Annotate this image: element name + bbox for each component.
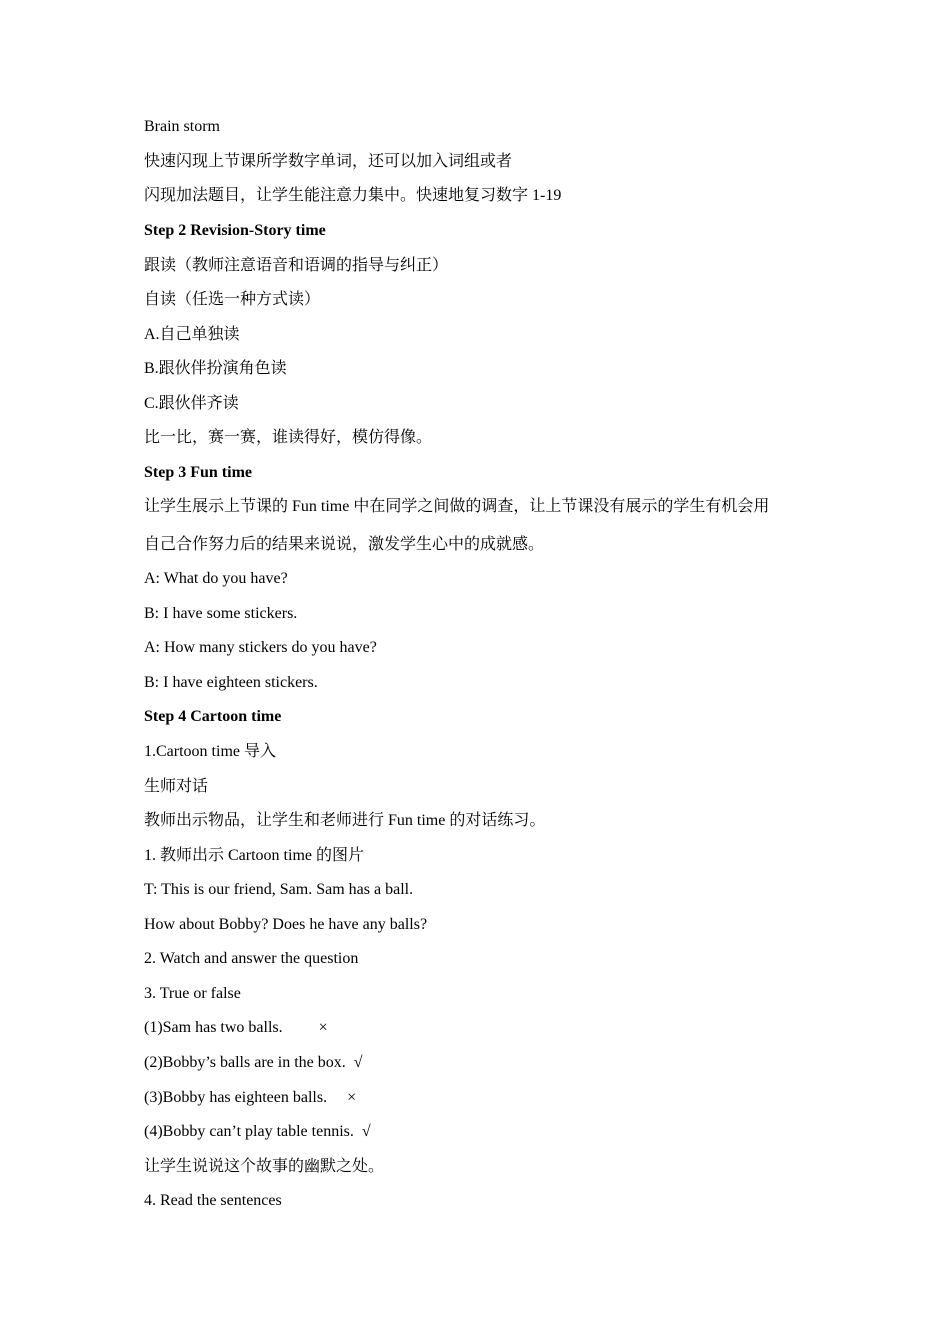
text-line: 自读（任选一种方式读） xyxy=(144,291,321,308)
text-line: 自己合作努力后的结果来说说，激发学生心中的成就感。 xyxy=(144,536,545,553)
text-line: (4)Bobby can’t play table tennis. √ xyxy=(144,1123,371,1140)
text-line: A: What do you have? xyxy=(144,570,288,587)
text-line: 2. Watch and answer the question xyxy=(144,950,359,967)
text-line: 1.Cartoon time 导入 xyxy=(144,743,276,760)
text-line: 让学生说说这个故事的幽默之处。 xyxy=(144,1158,385,1175)
text-line: (3)Bobby has eighteen balls. × xyxy=(144,1089,357,1106)
text-line: 1. 教师出示 Cartoon time 的图片 xyxy=(144,847,364,864)
text-line: Brain storm xyxy=(144,118,220,135)
step-heading: Step 2 Revision-Story time xyxy=(144,222,326,239)
step-heading: Step 4 Cartoon time xyxy=(144,708,282,725)
step-heading: Step 3 Fun time xyxy=(144,464,252,481)
text-line: 4. Read the sentences xyxy=(144,1192,282,1209)
text-line: 比一比，赛一赛，谁读得好，模仿得像。 xyxy=(144,429,433,446)
text-line: A.自己单独读 xyxy=(144,326,240,343)
text-line: T: This is our friend, Sam. Sam has a ball. xyxy=(144,881,414,898)
text-line: (2)Bobby’s balls are in the box. √ xyxy=(144,1054,363,1071)
text-line: 让学生展示上节课的 Fun time 中在同学之间做的调查，让上节课没有展示的学生有机会用 xyxy=(144,498,770,515)
text-line: 3. True or false xyxy=(144,985,241,1002)
text-line: 快速闪现上节课所学数字单词，还可以加入词组或者 xyxy=(144,153,513,170)
text-line: (1)Sam has two balls. × xyxy=(144,1019,328,1036)
text-line: B.跟伙伴扮演角色读 xyxy=(144,360,287,377)
text-line: 闪现加法题目，让学生能注意力集中。快速地复习数字 1-19 xyxy=(144,187,562,204)
text-line: 跟读（教师注意语音和语调的指导与纠正） xyxy=(144,257,449,274)
text-line: 生师对话 xyxy=(144,778,209,795)
text-line: B: I have eighteen stickers. xyxy=(144,674,318,691)
text-line: A: How many stickers do you have? xyxy=(144,639,377,656)
text-line: 教师出示物品，让学生和老师进行 Fun time 的对话练习。 xyxy=(144,812,546,829)
text-line: C.跟伙伴齐读 xyxy=(144,395,239,412)
text-line: B: I have some stickers. xyxy=(144,605,298,622)
text-line: How about Bobby? Does he have any balls? xyxy=(144,916,428,933)
